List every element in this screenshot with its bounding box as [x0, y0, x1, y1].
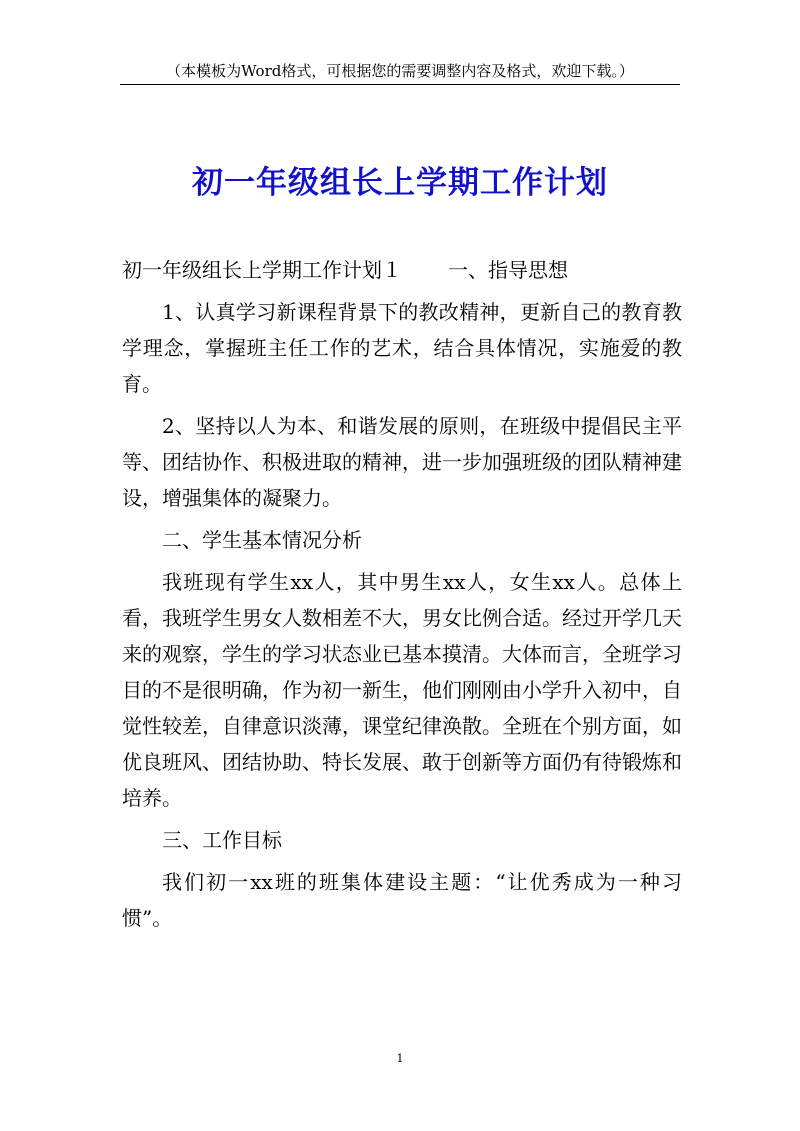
intro-heading: 初一年级组长上学期工作计划１: [122, 258, 402, 282]
section2-heading: 二、学生基本情况分析: [162, 528, 362, 552]
section1-heading: 一、指导思想: [448, 258, 568, 282]
section2-paragraph-1: 我班现有学生xx人，其中男生xx人，女生xx人。总体上看，我班学生男女人数相差不大，男女比例合适。经过开学几天来的观察，学生的学习状态业已基本摸清。大体而言，全班学习目的不是很明确，作为初一新生，他们刚刚由小学升入初中，自觉性较差，自律意识淡薄，课堂纪律涣散。全班在个别方面，如优良班风、团结协助、特长发展、敢于创新等方面仍有待锻炼和培养。: [122, 570, 682, 810]
section3-paragraph-1: 我们初一xx班的班集体建设主题：“让优秀成为一种习惯”。: [122, 870, 682, 930]
document-body: [122, 252, 682, 942]
template-note: （本模板为Word格式，可根据您的需要调整内容及格式，欢迎下载。）: [166, 62, 634, 80]
section1-paragraph-2: 2、坚持以人为本、和谐发展的原则，在班级中提倡民主平等、团结协作、积极进取的精神，进一步加强班级的团队精神建设，增强集体的凝聚力。: [122, 414, 682, 510]
section3-heading: 三、工作目标: [162, 828, 282, 852]
intro-line: [122, 252, 682, 288]
section1-paragraph-1: 1、认真学习新课程背景下的教改精神，更新自己的教育教学理念，掌握班主任工作的艺术，结合具体情况，实施爱的教育。: [122, 300, 682, 396]
page-number: 1: [396, 1052, 404, 1065]
header-divider: [120, 84, 680, 85]
document-title: 初一年级组长上学期工作计划: [192, 164, 608, 201]
